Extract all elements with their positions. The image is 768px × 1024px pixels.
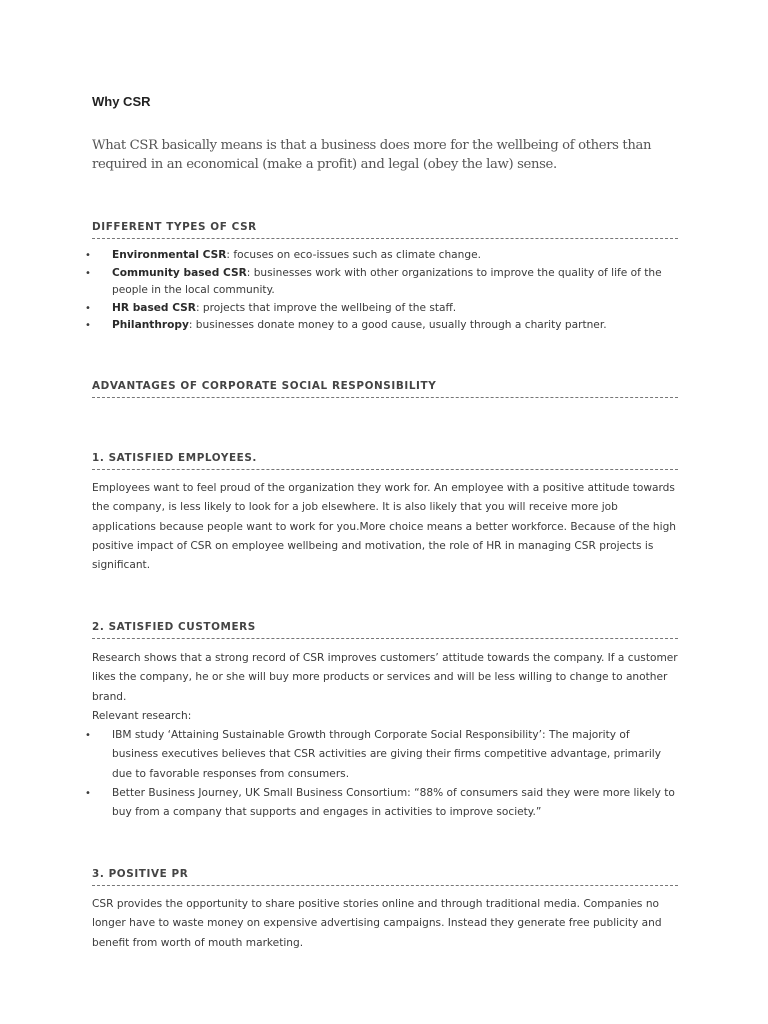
list-item-term: Community based CSR — [112, 266, 247, 279]
pr-heading: 3. POSITIVE PR — [92, 868, 678, 886]
intro-paragraph: What CSR basically means is that a business does more for the wellbeing of others than required in an economical (make a profit) and legal (obey the law) sense. — [92, 138, 652, 172]
page-title: Why CSR — [92, 94, 151, 109]
bullet-icon: • — [85, 302, 91, 314]
customers-heading: 2. SATISFIED CUSTOMERS — [92, 621, 678, 639]
list-item-text: : projects that improve the wellbeing of the staff. — [195, 301, 457, 314]
list-item — [85, 726, 675, 784]
bullet-icon: • — [85, 730, 91, 741]
list-item-text: : focuses on eco-issues such as climate change. — [226, 249, 481, 261]
list-item — [85, 300, 685, 318]
research-list — [85, 726, 675, 822]
list-item — [85, 247, 685, 265]
list-item-term: HR based CSR — [112, 301, 196, 314]
list-item — [85, 265, 685, 300]
list-item-text: : businesses work with other organizations to improve the quality of life of the people in the local community. — [112, 266, 662, 296]
employees-paragraph: Employees want to feel proud of the organization they work for. An employee with a positive attitude towards the company, is less likely to look for a job elsewhere. It is also likely that you will receive more job applications because people want to work for you.More choice means a better workforce. Because of the high positive impact of CSR on employee wellbeing and motivation, the role of HR in managing CSR projects is significant. — [92, 482, 677, 572]
list-item-text: : businesses donate money to a good cause, usually through a charity partner. — [188, 319, 607, 331]
list-item-text: Better Business Journey, UK Small Business Consortium: “88% of consumers said they were more likely to buy from a company that supports and engages in activities to improve society.” — [112, 786, 675, 819]
list-item — [85, 784, 675, 823]
employees-heading: 1. SATISFIED EMPLOYEES. — [92, 452, 678, 470]
advantages-heading: ADVANTAGES OF CORPORATE SOCIAL RESPONSIBILITY — [92, 380, 678, 398]
list-item-term: Philanthropy — [112, 319, 189, 331]
customers-paragraph: Research shows that a strong record of CSR improves customers’ attitude towards the company. If a customer likes the company, he or she will buy more products or services and will be less willing to change to another brand. — [92, 652, 678, 703]
bullet-icon: • — [85, 787, 91, 799]
pr-paragraph: CSR provides the opportunity to share positive stories online and through traditional media. Companies no longer have to waste money on expensive advertising campaigns. Instead they generate free publicity and benefit from worth of mouth marketing. — [92, 898, 662, 949]
types-list — [85, 247, 685, 335]
bullet-icon: • — [85, 267, 91, 279]
list-item — [85, 317, 685, 335]
bullet-icon: • — [85, 320, 91, 331]
list-item-term: Environmental CSR — [112, 249, 227, 261]
bullet-icon: • — [85, 250, 91, 261]
types-heading: DIFFERENT TYPES OF CSR — [92, 221, 678, 239]
list-item-text: IBM study ‘Attaining Sustainable Growth through Corporate Social Responsibility’: The majority of business executives believes that CSR activities are giving their firms competitive advantage, primarily due to favorable responses from consumers. — [112, 729, 661, 780]
research-label: Relevant research: — [92, 710, 192, 722]
